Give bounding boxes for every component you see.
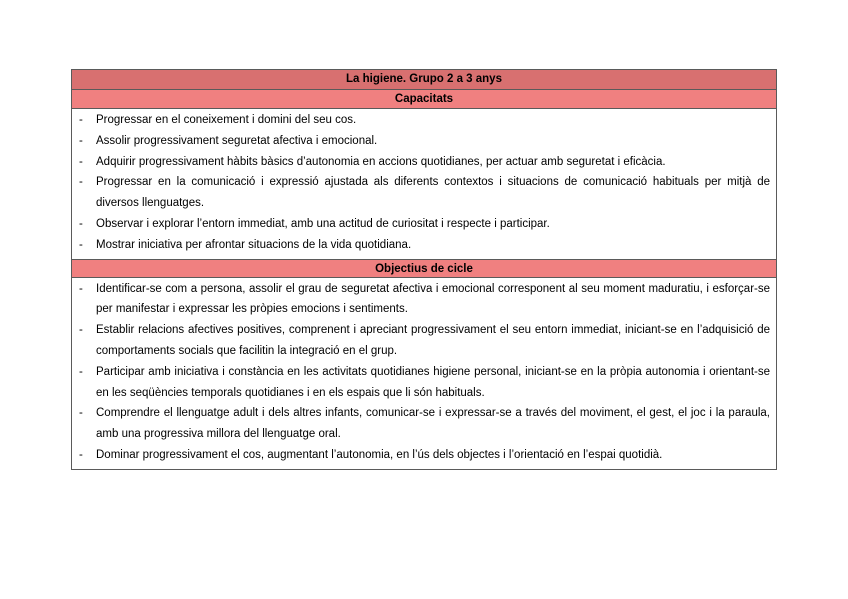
bullet-dash: -	[79, 365, 83, 378]
bullet-dash: -	[79, 407, 83, 420]
list-item: - Mostrar iniciativa per afrontar situacions de la vida quotidiana.	[72, 235, 776, 256]
document-table	[71, 69, 777, 470]
section-heading-objectius: Objectius de cicle	[72, 259, 776, 278]
capacitats-list	[72, 109, 776, 259]
bullet-dash: -	[79, 238, 83, 251]
bullet-dash: -	[79, 155, 83, 168]
objectius-list	[72, 278, 776, 469]
list-item: - Dominar progressivament el cos, augmentant l’autonomia, en l’ús dels objectes i l’orientació en l’espai quotidià.	[72, 445, 776, 466]
list-item: - Establir relacions afectives positives, comprenent i apreciant progressivament el seu entorn immediat, iniciant-se en l’adquisició de comportaments socials que facilitin la integració en el grup.	[72, 320, 776, 362]
bullet-dash: -	[79, 282, 83, 295]
bullet-dash: -	[79, 217, 83, 230]
list-item: - Assolir progressivament seguretat afectiva i emocional.	[72, 131, 776, 152]
table-title: La higiene. Grupo 2 a 3 anys	[72, 70, 776, 90]
bullet-dash: -	[79, 114, 83, 126]
bullet-dash: -	[79, 134, 83, 147]
section-heading-capacitats: Capacitats	[72, 90, 776, 109]
list-item: - Adquirir progressivament hàbits bàsics d’autonomia en accions quotidianes, per actuar amb seguretat i eficàcia.	[72, 152, 776, 173]
bullet-dash: -	[79, 448, 83, 461]
list-item: - Comprendre el llenguatge adult i dels altres infants, comunicar-se i expressar-se a través del moviment, el gest, el joc i la paraula, amb una progressiva millora del llenguatge oral.	[72, 403, 776, 445]
bullet-dash: -	[79, 324, 83, 337]
list-item: - Identificar-se com a persona, assolir el grau de seguretat afectiva i emocional corresponent al seu moment maduratiu, i esforçar-se per manifestar i expressar les pròpies emocions i sentiments.	[72, 279, 776, 321]
list-item: - Participar amb iniciativa i constància en les activitats quotidianes higiene personal, iniciant-se en la pròpia autonomia i orientant-se en les seqüències temporals quotidianes i en els espais que li són habituals.	[72, 362, 776, 404]
list-item: - Progressar en el coneixement i domini del seu cos.	[72, 110, 776, 131]
list-item: - Progressar en la comunicació i expressió ajustada als diferents contextos i situacions de comunicació habituals per mitjà de diversos llenguatges.	[72, 172, 776, 214]
list-item: - Observar i explorar l’entorn immediat, amb una actitud de curiositat i respecte i participar.	[72, 214, 776, 235]
bullet-dash: -	[79, 176, 83, 189]
